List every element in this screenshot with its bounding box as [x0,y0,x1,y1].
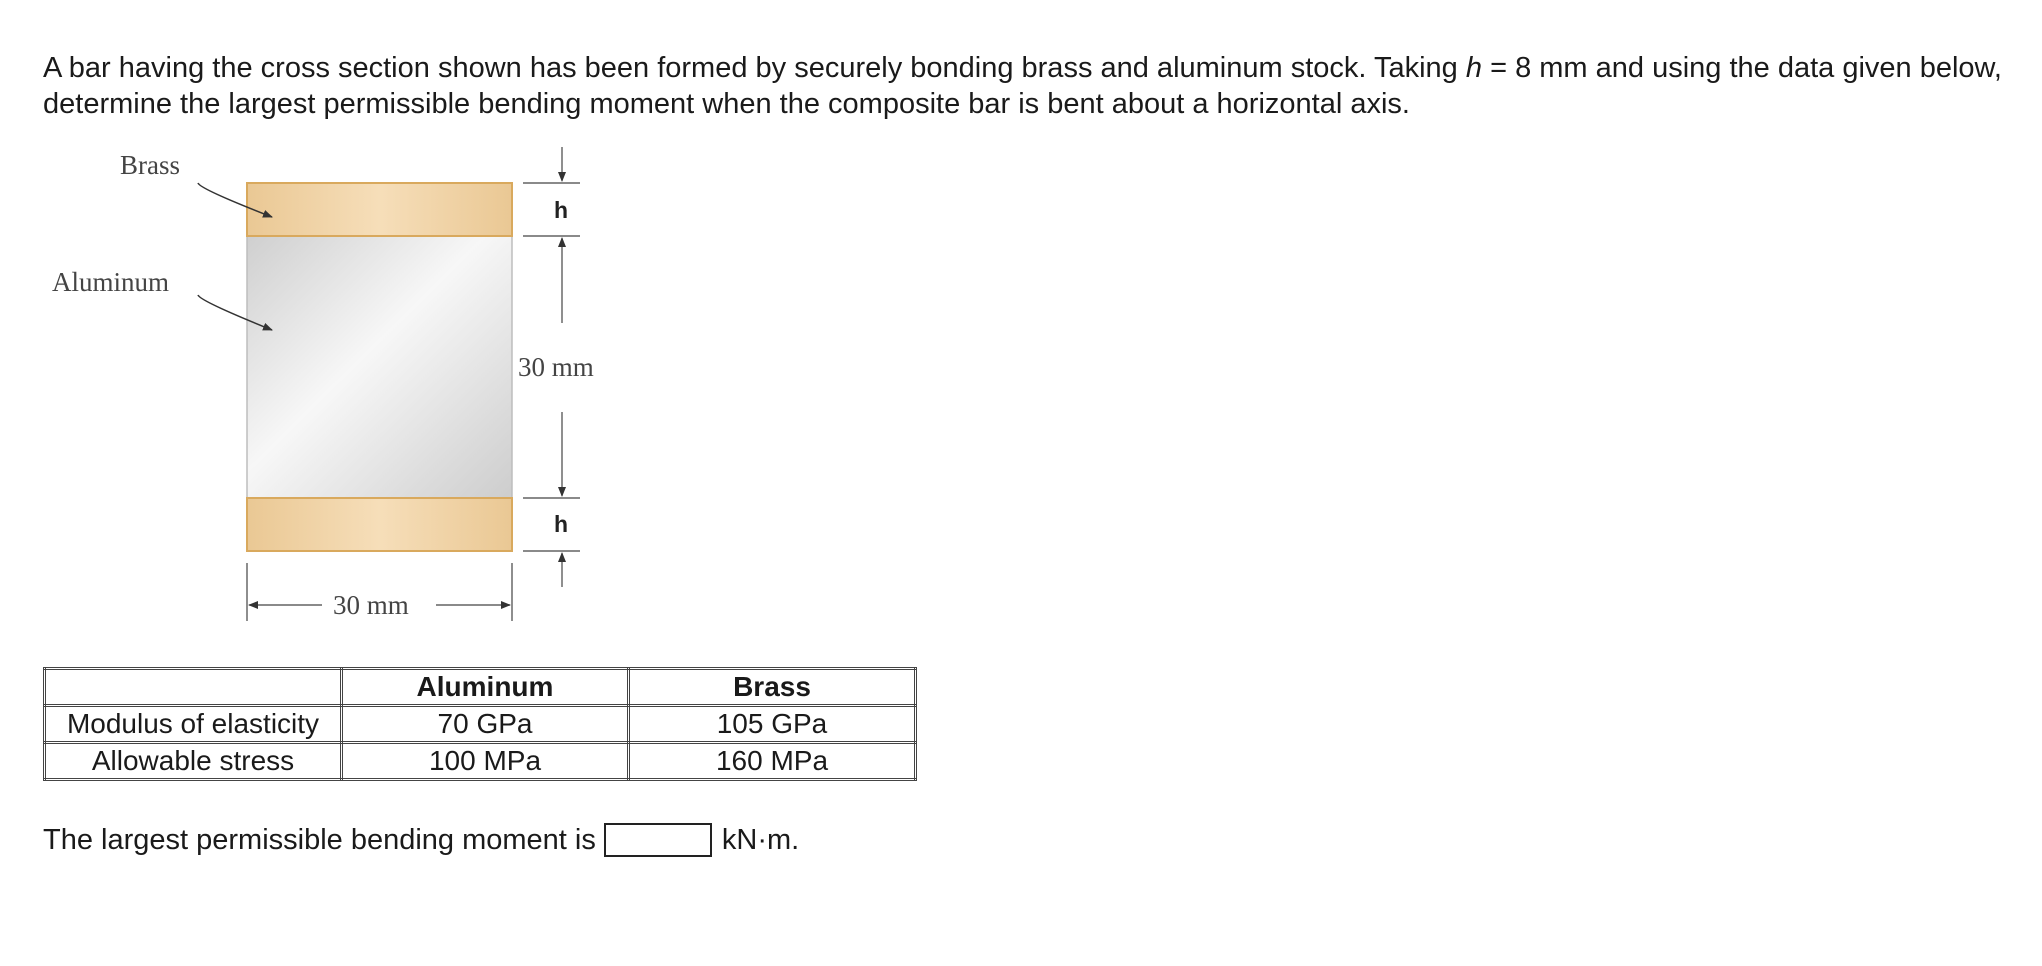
cross-section-figure [40,145,640,635]
table-header-brass: Brass [629,669,916,706]
table-header-row [45,669,916,706]
problem-statement [43,50,2003,122]
moment-answer-input[interactable] [604,823,712,857]
variable-h: h [1465,52,1483,84]
table-cell-brass: 105 GPa [629,706,916,743]
brass-plate-bottom [247,498,512,551]
table-row-label: Modulus of elasticity [45,706,342,743]
dim-label-width: 30 mm [333,590,409,620]
brass-plate-top [247,183,512,236]
dim-label-height: 30 mm [518,352,594,382]
table-row [45,743,916,780]
table-cell-brass: 160 MPa [629,743,916,780]
dim-label-h-top: h [554,197,569,223]
aluminum-core [247,236,512,498]
label-aluminum: Aluminum [52,267,170,297]
table-cell-aluminum: 100 MPa [342,743,629,780]
table-cell-aluminum: 70 GPa [342,706,629,743]
dim-label-h-bottom: h [554,511,569,537]
label-brass: Brass [120,150,180,180]
problem-text-after: = 8 mm and using the data given below, determine the largest permissible bending moment when the composite bar is bent about a horizontal axis. [43,52,2002,120]
table-header-empty [45,669,342,706]
answer-unit: kN·m. [721,824,800,856]
table-row-label: Allowable stress [45,743,342,780]
answer-line [43,820,799,860]
problem-text-before: A bar having the cross section shown has been formed by securely bonding brass and aluminum stock. Taking [43,52,1466,84]
answer-prompt: The largest permissible bending moment is [43,824,596,856]
material-properties-table [43,667,917,781]
table-row [45,706,916,743]
table-header-aluminum: Aluminum [342,669,629,706]
